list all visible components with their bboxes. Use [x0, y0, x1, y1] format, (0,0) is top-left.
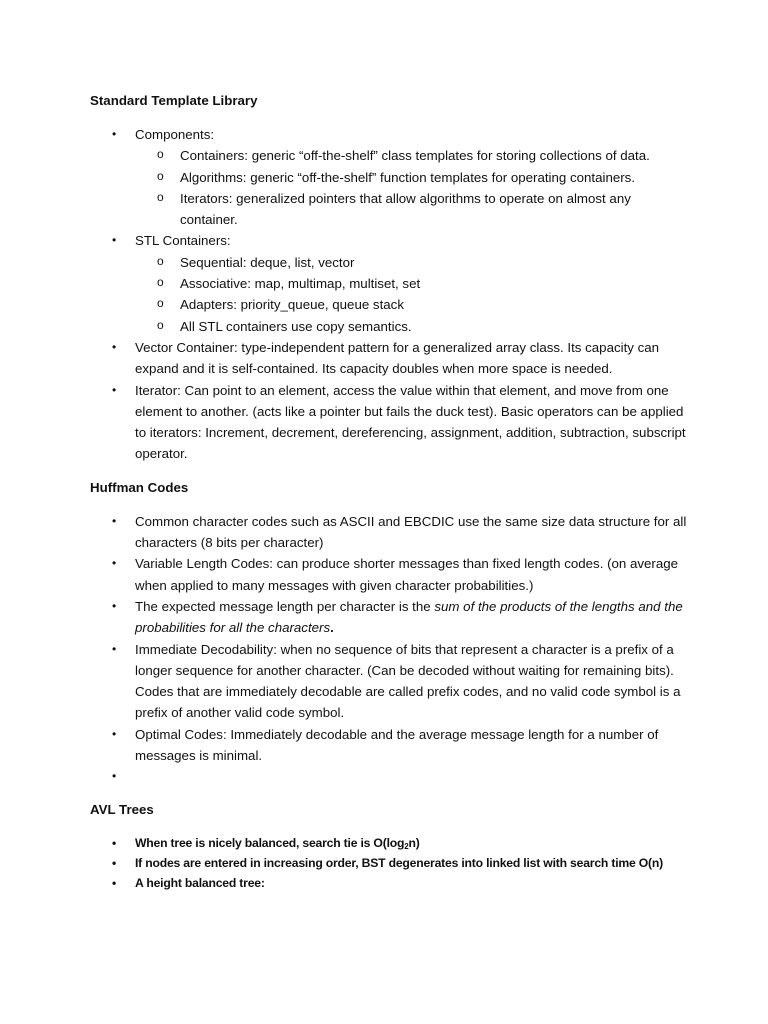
- list-item: [90, 639, 688, 724]
- list-item: o Iterators: generalized pointers that allow algorithms to operate on almost any container.: [135, 188, 688, 231]
- list-item: [90, 853, 688, 873]
- list-item: [90, 124, 688, 230]
- bullet-icon: •: [112, 769, 117, 784]
- iterator-text: Iterator: Can point to an element, access the value within that element, and move from one element to another. (acts like a pointer but fails the duck test). Basic operators can be applied to iterators: Increment, decrement, dereferencing, assignment, addition, subtraction, subscript operator.: [135, 382, 686, 462]
- list-item: • When tree is nicely balanced, search tie is $O(\log_2n)$: [90, 833, 688, 853]
- huffman-list: [90, 511, 688, 788]
- bullet-icon: •: [112, 836, 117, 851]
- bullet-icon: •: [112, 382, 117, 397]
- list-item: [90, 724, 688, 767]
- section-heading-stl: Standard Template Library: [90, 93, 258, 108]
- sub-bullet-icon: o: [157, 296, 164, 311]
- immediate-decodability-text: Immediate Decodability: when no sequence of bits that represent a character is a prefix of a longer sequence for another character. (Can be decoded without waiting for remaining bits). Codes that are immediately decodable are called prefix codes, and no valid code symbol is a prefix of another valid code symbol.: [135, 641, 681, 721]
- list-item: o Sequential: deque, list, vector: [135, 252, 688, 273]
- bullet-icon: •: [112, 641, 117, 656]
- vector-text: Vector Container: type-independent pattern for a generalized array class. Its capacity can expand and it is self-contained. Its capacity doubles when more space is needed.: [135, 339, 660, 377]
- bullet-icon: •: [112, 856, 117, 871]
- bullet-icon: •: [112, 556, 117, 571]
- list-item: o Associative: map, multimap, multiset, set: [135, 273, 688, 294]
- list-item: [90, 230, 688, 336]
- sub-bullet-icon: o: [157, 168, 164, 183]
- sub-bullet-icon: o: [157, 317, 164, 332]
- containers-sublist: [135, 252, 688, 337]
- sub-bullet-icon: o: [157, 189, 164, 204]
- bullet-icon: •: [112, 876, 117, 891]
- balanced-text: When tree is nicely balanced, search tie is O(log: [135, 836, 405, 851]
- list-item: [90, 873, 688, 893]
- avl-section: [90, 799, 688, 893]
- common-codes-text: Common character codes such as ASCII and EBCDIC use the same size data structure for all characters (8 bits per character): [135, 513, 687, 551]
- bullet-icon: •: [112, 726, 117, 741]
- bullet-icon: •: [112, 339, 117, 354]
- optimal-codes-text: Optimal Codes: Immediately decodable and the average message length for a number of messages is minimal.: [135, 726, 659, 764]
- bullet-icon: •: [112, 598, 117, 613]
- section-heading-avl: AVL Trees: [90, 802, 154, 818]
- sub-bullet-icon: o: [157, 147, 164, 162]
- stl-list: [90, 124, 688, 465]
- list-item: [90, 337, 688, 380]
- list-item: o Algorithms: generic “off-the-shelf” function templates for operating containers.: [135, 167, 688, 188]
- list-item: o All STL containers use copy semantics.: [135, 316, 688, 337]
- containers-label: STL Containers:: [135, 233, 231, 249]
- bullet-icon: •: [112, 233, 117, 248]
- list-item: [90, 380, 688, 465]
- height-balanced-text: A height balanced tree:: [135, 876, 265, 891]
- list-item: o Adapters: priority_queue, queue stack: [135, 294, 688, 315]
- list-item: [90, 511, 688, 554]
- increasing-order-text: If nodes are entered in increasing order, BST degenerates into linked list with search time O(n): [135, 856, 664, 871]
- expected-length-emphasis: sum of the products of the lengths and the probabilities for all the characters: [135, 598, 683, 636]
- sub-bullet-icon: o: [157, 275, 164, 290]
- variable-length-text: Variable Length Codes: can produce shorter messages than fixed length codes. (on average when applied to many messages with given character probabilities.): [135, 556, 679, 593]
- bullet-icon: •: [112, 127, 117, 141]
- components-sublist: [135, 145, 688, 230]
- expected-length-text: The expected message length per character is the: [135, 598, 435, 614]
- sub-bullet-icon: o: [157, 253, 164, 268]
- list-item: • The expected message length per character is the sum of the products of the lengths and the probabilities for all the characters.: [90, 596, 688, 639]
- components-label: Components:: [135, 127, 215, 142]
- list-item: o Containers: generic “off-the-shelf” class templates for storing collections of data.: [135, 145, 688, 166]
- list-item: [90, 553, 688, 596]
- section-heading-huffman: Huffman Codes: [90, 479, 189, 495]
- avl-list: [90, 833, 688, 893]
- list-item: [90, 766, 688, 787]
- bullet-icon: •: [112, 513, 117, 528]
